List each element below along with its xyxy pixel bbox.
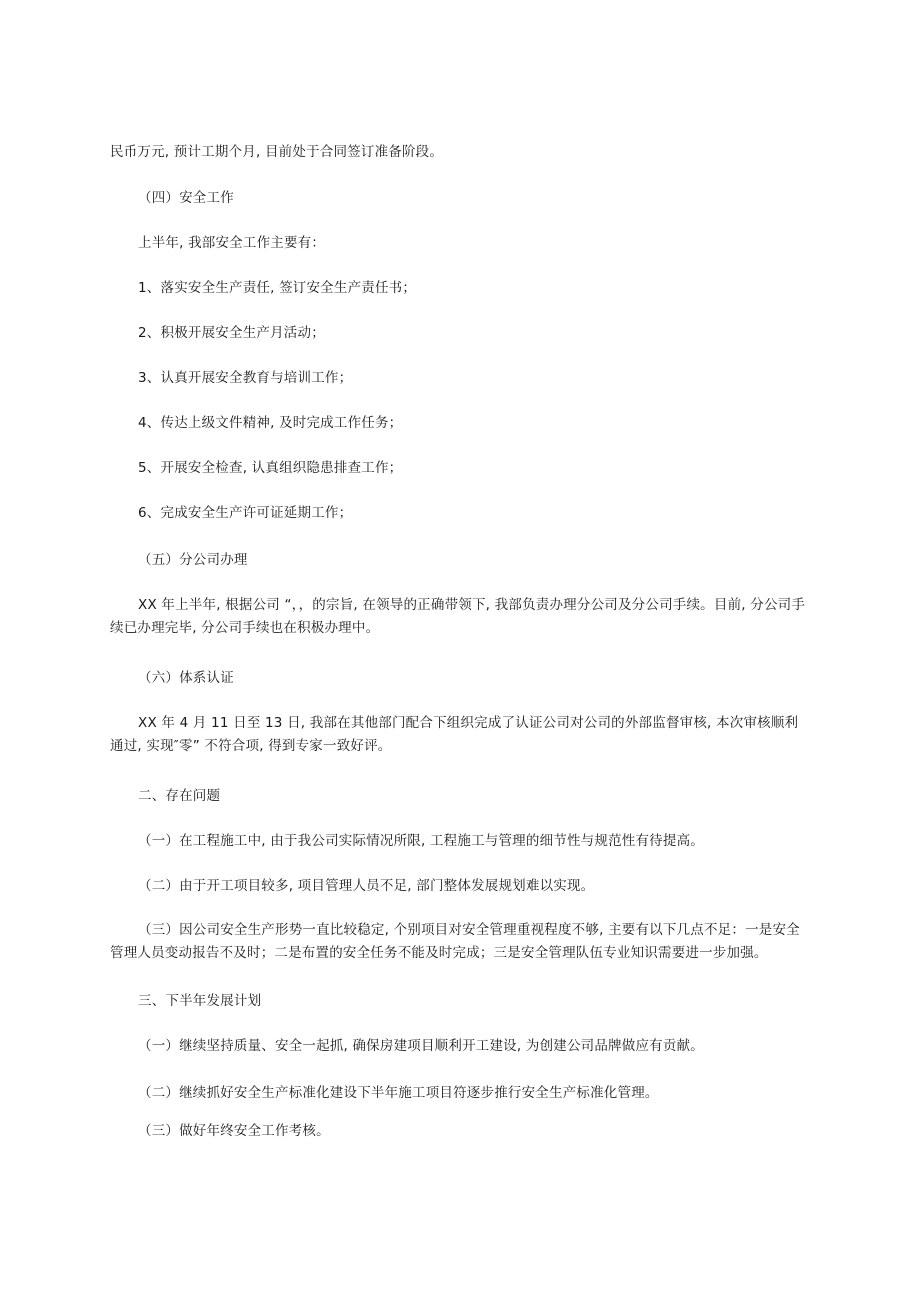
- list-item-2: 2、积极开展安全生产月活动；: [138, 325, 325, 341]
- plan-item-1: （一）继续坚持质量、安全一起抓, 确保房建项目顺利开工建设, 为创建公司品牌做应有贡献。: [138, 1038, 704, 1054]
- paragraph-certification: XX 年 4 月 11 日至 13 日, 我部在其他部门配合下组织完成了认证公司对公司的外部监督审核, 本次审核顺利通过, 实现″零” 不符合项, 得到专家一致好评。: [110, 715, 799, 754]
- paragraph-continuation: 民币万元, 预计工期个月, 目前处于合同签订准备阶段。: [110, 144, 444, 160]
- list-item-4: 4、传达上级文件精神, 及时完成工作任务；: [138, 415, 403, 431]
- section-heading-branch: （五）分公司办理: [138, 552, 248, 568]
- plan-item-2: （二）继续抓好安全生产标准化建设下半年施工项目符逐步推行安全生产标准化管理。: [138, 1085, 659, 1101]
- section-heading-problems: 二、存在问题: [138, 788, 221, 804]
- list-item-3: 3、认真开展安全教育与培训工作；: [138, 370, 353, 386]
- plan-item-3: （三）做好年终安全工作考核。: [138, 1123, 330, 1139]
- paragraph-safety-intro: 上半年, 我部安全工作主要有：: [138, 235, 326, 251]
- list-item-5: 5、开展安全检查, 认真组织隐患排查工作；: [138, 460, 403, 476]
- problem-item-2: （二）由于开工项目较多, 项目管理人员不足, 部门整体发展规划难以实现。: [138, 878, 595, 894]
- list-item-6: 6、完成安全生产许可证延期工作；: [138, 505, 353, 521]
- paragraph-branch: XX 年上半年, 根据公司 “，，的宗旨, 在领导的正确带领下, 我部负责办理分公司及分公司手续。目前, 分公司手续已办理完毕, 分公司手续也在积极办理中。: [110, 597, 806, 636]
- problem-item-1: （一）在工程施工中, 由于我公司实际情况所限, 工程施工与管理的细节性与规范性有待提高。: [138, 833, 704, 849]
- problem-item-3: （三）因公司安全生产形势一直比较稳定, 个别项目对安全管理重视程度不够, 主要有以下几点不足：一是安全管理人员变动报告不及时；二是布置的安全任务不能及时完成；三是安全管理队伍专业知识需要进一步加强。: [110, 922, 800, 961]
- section-heading-safety: （四）安全工作: [138, 190, 234, 206]
- section-heading-plan: 三、下半年发展计划: [138, 993, 262, 1009]
- list-item-1: 1、落实安全生产责任, 签订安全生产责任书；: [138, 280, 417, 296]
- section-heading-certification: （六）体系认证: [138, 670, 234, 686]
